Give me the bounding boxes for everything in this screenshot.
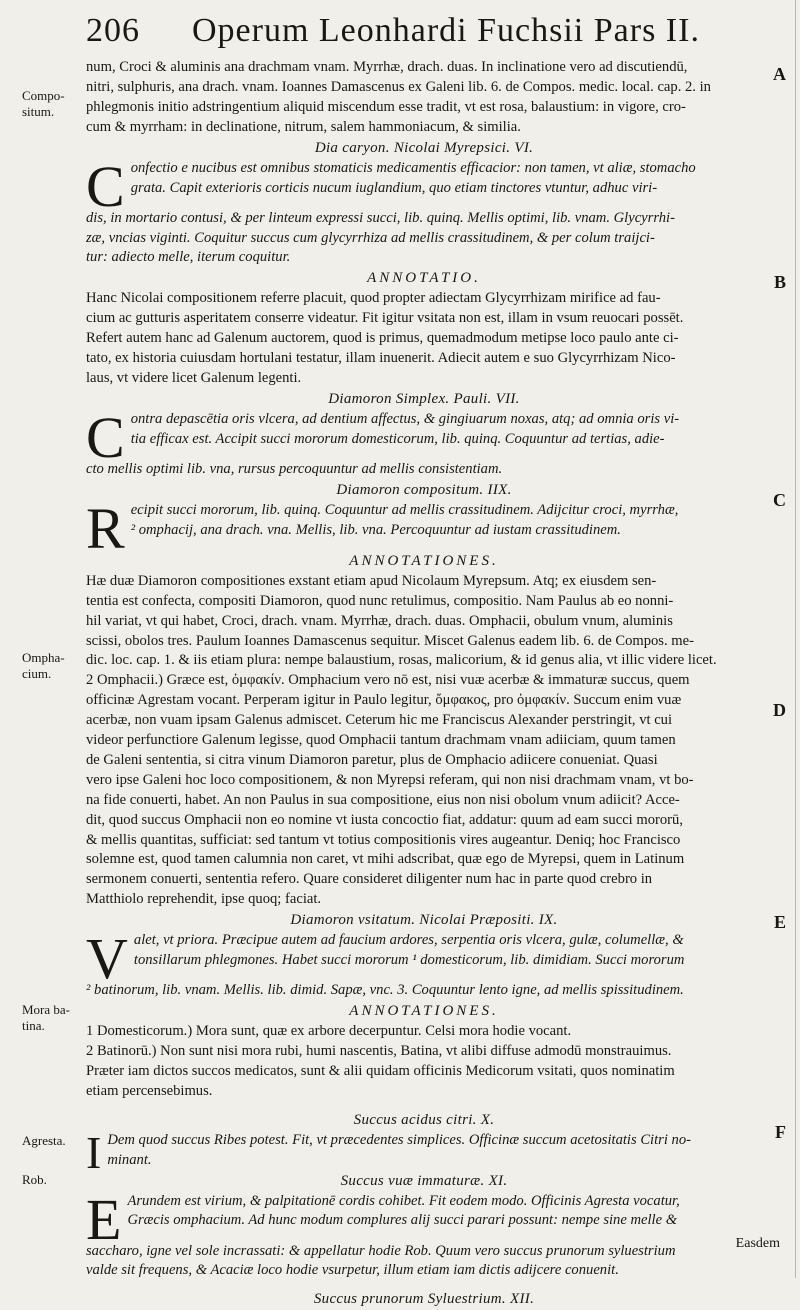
margin-note-mora-batina: Mora ba- tina. <box>22 1002 71 1033</box>
annotationes-paragraph-2 <box>86 1022 762 1102</box>
text-line: videor perfunctiore Galenum legisse, quod Omphacii tantum drachmam vnam adiiciam, quum tamen <box>86 732 676 749</box>
text-line: na fide conuerti, habet. An non Paulus in sua compositione, eius non nisi obolum vnum adiicit? Acce- <box>86 791 680 808</box>
text-line: Hanc Nicolai compositionem referre placuit, quod propter adiectam Glycyrrhizam mirifice ad fau- <box>86 290 661 307</box>
text-line: solemne est, quod tamen calumnia non caret, vt mihi adscribat, quæ ego de Myrepsi, quem in Latinum <box>86 851 685 868</box>
margin-note-rob: Rob. <box>22 1172 47 1187</box>
text-line: 2 Batinorū.) Non sunt nisi mora rubi, humi nascentis, Batina, vt alibi diffuse admodū monstrauimus. <box>86 1043 672 1059</box>
text-line: Refert autem hanc ad Galenum auctorem, quod is primus, quemadmodum metipse loco paulo ante ci- <box>86 330 679 347</box>
drop-cap: I <box>86 1126 102 1178</box>
text-line: hil variat, vt qui habet, Croci, drach. vnam. Myrrhæ, drach. duas. Omphacii, obulum vnum, aluminis <box>86 612 673 629</box>
drop-cap: E <box>86 1186 122 1252</box>
catchword: Easdem <box>735 1236 780 1251</box>
text-line: Arundem est virium, & palpitationē cordis cohibet. Fit eodem modo. Officinis Agresta vocatur, <box>127 1192 680 1209</box>
intro-paragraph <box>86 58 762 138</box>
text-line: etiam percensebimus. <box>86 1082 213 1099</box>
recipe-xi <box>86 1186 762 1282</box>
text-line: 2 Omphacii.) Græce est, ὀμφακίν. Omphacium vero nō est, nisi vuæ acerbæ & immaturæ succus, quem <box>86 672 690 689</box>
text-line: tonsillarum phlegmones. Habet succi mororum ¹ domesticorum, lib. dimidiam. Succi mororum <box>133 952 685 969</box>
recipe-ix <box>86 926 762 1001</box>
section-heading-xi: Succus vuæ immaturæ. XI. <box>340 1172 508 1189</box>
text-line: dit, quod succus Omphacii non eo nomine vt iusta concoctio fiat, addatur: quum ad eam succi mororū, <box>86 811 683 828</box>
text-line: nitri, sulphuris, ana drach. vnam. Ioannes Damascenus ex Galeni lib. 6. de Compos. medic. local. cap. 2. in <box>86 78 711 95</box>
text-line: Matthiolo reprehendit, ipse quoq; faciat. <box>86 891 322 908</box>
text-line: ecipit succi mororum, lib. quinq. Coquuntur ad mellis crassitudinem. Adijcitur croci, myrrhæ, <box>130 501 679 518</box>
drop-cap: C <box>86 404 125 470</box>
text-line: acerbæ, non vuam ipsam Galenus admiscet. Ceterum hic me Franciscus Alexander perstringit, vt cui <box>86 712 673 729</box>
text-line: saccharo, igne vel sole incrassati: & appellatur hodie Rob. Quum vero succus prunorum syluestrium <box>86 1242 676 1259</box>
margin-letter-c: C <box>773 490 786 510</box>
section-heading-xii: Succus prunorum Syluestrium. XII. <box>313 1291 535 1308</box>
text-line: Dem quod succus Ribes potest. Fit, vt præcedentes simplices. Officinæ succum acetositatis Citri no- <box>107 1131 691 1148</box>
margin-note-agresta: Agresta. <box>22 1133 66 1148</box>
recipe-vii <box>86 404 762 480</box>
drop-cap: R <box>86 495 125 561</box>
page-number: 206 <box>86 12 140 49</box>
text-line: cto mellis optimi lib. vna, rursus percoquuntur ad mellis consistentiam. <box>86 460 503 477</box>
page-edge-line <box>795 0 796 1278</box>
text-line: tur: adiecto melle, iterum coquitur. <box>86 249 291 266</box>
text-line: scissi, obolos tres. Paulum Ioannes Damascenus sequitur. Miscet Galenus eadem lib. 6. de Compos. me- <box>86 632 694 649</box>
annotationes-paragraph <box>86 572 762 910</box>
margin-note-omphacium: Ompha- cium. <box>22 650 65 681</box>
margin-letter-b: B <box>773 272 786 292</box>
section-heading-x: Succus acidus citri. X. <box>353 1111 495 1128</box>
text-line: Hæ duæ Diamoron compositiones exstant etiam apud Nicolaum Myrepsum. Atq; ex eiusdem sen- <box>86 572 657 589</box>
text-line: minant. <box>107 1151 152 1168</box>
text-line: tia efficax est. Accipit succi mororum domesticorum, lib. quinq. Coquuntur ad tertias, adie- <box>130 430 665 447</box>
section-heading-iix: Diamoron compositum. IIX. <box>336 481 512 498</box>
text-line: valde sit frequens, & Acaciæ loco hodie vsurpetur, illum etiam iam dictis adijcere conuenit. <box>86 1262 619 1279</box>
margin-letter-f: F <box>775 1122 786 1142</box>
text-line: num, Croci & aluminis ana drachmam vnam. Myrrhæ, drach. duas. In inclinatione vero ad discutiendū, <box>86 59 688 75</box>
text-line: ² omphacij, ana drach. vna. Mellis, lib. vna. Percoquuntur ad iustam crassitudinem. <box>130 521 621 538</box>
text-line: Præter iam dictos succos medicatos, sunt & alii quidam officinis Medicorum vsitati, quos nominatim <box>86 1062 675 1079</box>
section-heading-ix: Diamoron vsitatum. Nicolai Præpositi. IX. <box>290 912 558 929</box>
text-line: cum & myrrham: in declinatione, nitrum, salem hammoniacum, & similia. <box>86 118 521 135</box>
text-line: cium ac gutturis asperitatem conserre videatur. Fit igitur vsitata non est, illam in vsum reuocari possēt. <box>86 310 684 327</box>
margin-letter-e: E <box>773 912 786 932</box>
text-line: vero ipse Galeni hoc loco compositionem, & non Myrepsi referam, qui non nisi drachmam vnam, vt bo- <box>86 771 694 788</box>
text-line: dic. loc. cap. 1. & iis etiam plura: nempe balaustium, rosas, malicorium, & id genus alia, vt illic videre licet. <box>86 652 717 669</box>
recipe-x <box>86 1126 762 1178</box>
section-heading-vi: Dia caryon. Nicolai Myrepsici. VI. <box>314 139 534 156</box>
text-line: ontra depascētia oris vlcera, ad dentium affectus, & gingiuarum noxas, atq; ad omnia oris vi- <box>130 410 680 427</box>
annotatio-heading: ANNOTATIO. <box>367 270 481 287</box>
text-line: onfectio e nucibus est omnibus stomaticis medicamentis efficacior: non tamen, vt aliæ, stomacho <box>130 159 696 176</box>
annotationes-heading-2: ANNOTATIONES. <box>349 1003 499 1020</box>
text-line: officinæ Agrestam vocant. Perperam igitur in Paulo legitur, ὄμφακος, pro ὀμφακίν. Succum enim vuæ <box>86 692 682 709</box>
drop-cap: C <box>86 153 125 219</box>
recipe-vi <box>86 153 762 269</box>
text-line: grata. Capit exterioris corticis nucum iuglandium, quo etiam tinctores vtuntur, adhuc viri- <box>130 179 658 196</box>
text-line: de Galeni sententia, si citra vinum Diamoron paretur, plus de Omphacio adiicere conueniat. Quasi <box>86 751 658 768</box>
text-line: ² batinorum, lib. vnam. Mellis. lib. dimid. Sapæ, vnc. 3. Coquuntur lento igne, ad mellis spissitudinem. <box>86 982 684 999</box>
text-line: laus, vt videre licet Galenum legenti. <box>86 369 302 386</box>
margin-letter-a: A <box>773 64 786 84</box>
text-line: & mellis quantitas, sufficiat: sed tantum vt totius compositionis vires augeantur. Deniq; hoc Francisco <box>86 831 681 848</box>
text-line: dis, in mortario contusi, & per linteum expressi succi, lib. quinq. Mellis optimi, lib. vnam. Glycyrrhi- <box>86 209 675 226</box>
text-line: tentia est confecta, compositi Diamoron, quod nunc retulimus, compositio. Nam Paulus ab eo nonni- <box>86 592 674 609</box>
text-line: 1 Domesticorum.) Mora sunt, quæ ex arbore decerpuntur. Celsi mora hodie vocant. <box>86 1023 572 1040</box>
drop-cap: V <box>86 926 128 992</box>
running-header: Operum Leonhardi Fuchsii Pars II. <box>192 12 700 49</box>
text-line: sermonem conuerti, sententia refero. Quare consideret diligenter num hac in parte quod crebro in <box>86 871 653 888</box>
annotationes-heading: ANNOTATIONES. <box>349 552 499 569</box>
margin-letter-d: D <box>773 700 786 720</box>
text-line: tato, ex historia cuiusdam hortulani testatur, illam inuenerit. Adiecit autem e suo Glycyrrhizam Nico- <box>86 350 676 367</box>
text-line: alet, vt priora. Præcipue autem ad faucium ardores, serpentia oris vlcera, gulæ, columellæ, & <box>133 932 684 949</box>
text-line: Græcis omphacium. Ad hunc modum complures alij succi parari possunt: nempe sine melle & <box>127 1212 678 1229</box>
text-line: phlegmonis initio adstringentium aliquid miscendum esse tradit, vt est rosa, balaustium: in vigore, cro- <box>86 98 686 115</box>
text-line: zæ, vncias viginti. Coquitur succus cum glycyrrhiza ad mellis crassitudinem, & per colum traijci- <box>86 229 655 246</box>
section-heading-vii: Diamoron Simplex. Pauli. VII. <box>328 390 520 407</box>
annotatio-paragraph <box>86 289 762 389</box>
margin-note-compositum: Compo- situm. <box>22 88 65 119</box>
text-body <box>86 58 762 1310</box>
